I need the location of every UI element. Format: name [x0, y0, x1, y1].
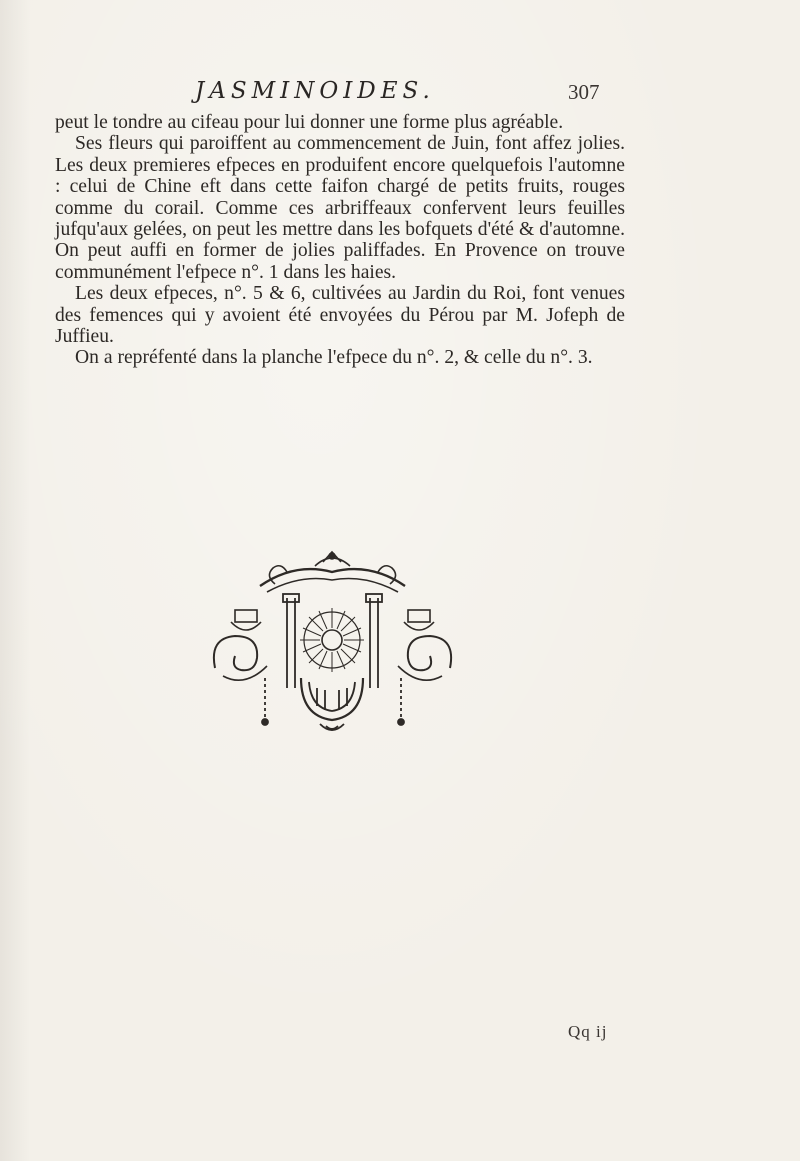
running-head — [0, 78, 800, 108]
paragraph-2: Ses fleurs qui paroiffent au commencement de Juin, font affez jolies. Les deux premieres efpeces en produifent encore quelquefois l'automne : celui de Chine eft dans cette faifon chargé de petits fruits, rouges comme du corail. Comme ces arbriffeaux confervent leurs feuilles jufqu'aux gelées, on peut les mettre dans les bofquets d'été & d'automne. On peut auffi en former de jolies paliffades. En Provence on trouve communément l'efpece n°. 1 dans les haies. — [55, 133, 625, 283]
page-number: 307 — [568, 80, 600, 104]
body-text — [55, 112, 625, 369]
running-head-title: JASMINOIDES. — [195, 78, 435, 104]
paragraph-3: Les deux efpeces, n°. 5 & 6, cultivées au Jardin du Roi, font venues des femences qui y avoient été envoyées du Pérou par M. Jofeph de Juffieu. — [55, 283, 625, 348]
signature-mark: Qq ij — [568, 1022, 608, 1041]
paragraph-1: peut le tondre au cifeau pour lui donner une forme plus agréable. — [55, 112, 564, 133]
printer-fleuron-ornament — [205, 548, 460, 738]
paragraph-4: On a repréfenté dans la planche l'efpece du n°. 2, & celle du n°. 3. — [75, 347, 593, 369]
